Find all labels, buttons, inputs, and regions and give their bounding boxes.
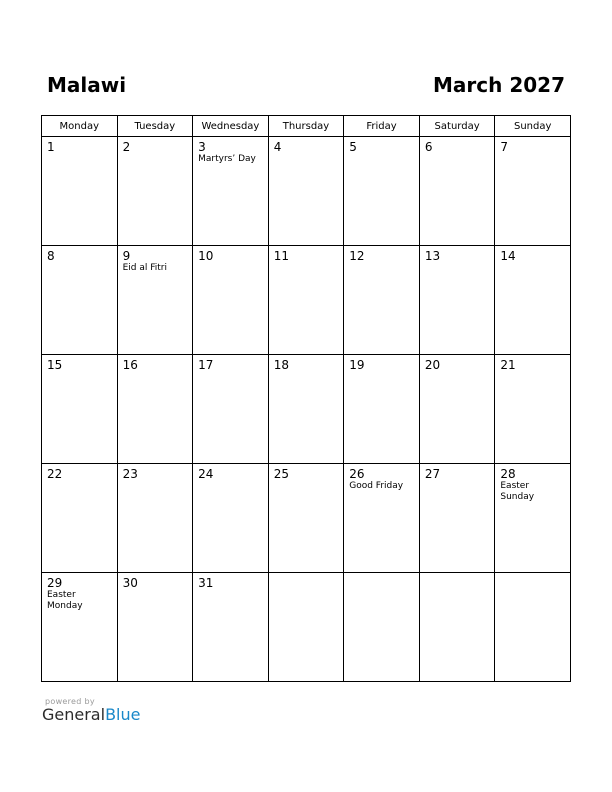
day-number: 5 (349, 140, 357, 154)
day-number: 23 (122, 467, 138, 481)
day-cell (419, 573, 495, 682)
weekday-wednesday: Wednesday (193, 116, 269, 137)
day-number: 1 (47, 140, 55, 154)
weekday-sunday: Sunday (495, 116, 571, 137)
day-number: 16 (122, 358, 138, 372)
country-title: Malawi (47, 73, 127, 97)
day-number: 25 (273, 467, 289, 481)
day-cell (117, 246, 193, 355)
weekday-thursday: Thursday (268, 116, 344, 137)
day-number: 8 (47, 249, 55, 263)
holiday-label: Easter Sunday (500, 481, 535, 502)
day-cell (117, 573, 193, 682)
day-cell (268, 464, 344, 573)
brand-blue: Blue (105, 705, 141, 724)
week-row (42, 355, 571, 464)
day-number: 17 (198, 358, 214, 372)
day-cell (193, 355, 269, 464)
day-cell (344, 573, 420, 682)
day-number: 30 (122, 576, 138, 590)
week-row (42, 137, 571, 246)
day-number: 7 (500, 140, 509, 154)
day-number: 21 (500, 358, 516, 372)
day-number: 12 (349, 249, 365, 263)
day-cell (495, 137, 571, 246)
day-cell (117, 464, 193, 573)
day-cell (268, 573, 344, 682)
week-row (42, 573, 571, 682)
brand-general: General (42, 705, 106, 724)
day-cell (419, 464, 495, 573)
generalblue-logo[interactable] (42, 706, 140, 724)
day-cell (344, 246, 420, 355)
powered-by-text: powered by (45, 697, 95, 706)
day-cell (42, 246, 118, 355)
day-cell (344, 355, 420, 464)
day-number: 28 (500, 467, 516, 481)
day-number: 22 (47, 467, 63, 481)
day-cell (193, 464, 269, 573)
holiday-label: Easter Monday (47, 590, 83, 611)
calendar-header (47, 72, 565, 98)
day-cell (193, 137, 269, 246)
day-cell (495, 464, 571, 573)
day-number: 29 (47, 576, 63, 590)
holiday-label: Eid al Fitri (122, 263, 167, 273)
holiday-label: Good Friday (349, 481, 404, 491)
weekday-header-row (42, 116, 571, 137)
day-number: 31 (198, 576, 214, 590)
weekday-saturday: Saturday (419, 116, 495, 137)
day-number: 10 (198, 249, 214, 263)
day-cell (117, 355, 193, 464)
day-cell (344, 464, 420, 573)
day-number: 11 (273, 249, 289, 263)
day-number: 2 (122, 140, 131, 154)
weekday-tuesday: Tuesday (117, 116, 193, 137)
day-cell (42, 137, 118, 246)
day-cell (268, 137, 344, 246)
day-number: 13 (424, 249, 441, 263)
day-number: 9 (122, 249, 131, 263)
day-number: 4 (273, 140, 282, 154)
day-cell (495, 355, 571, 464)
day-cell (495, 573, 571, 682)
day-number: 15 (47, 358, 63, 372)
day-number: 27 (424, 467, 441, 481)
week-row (42, 246, 571, 355)
day-cell (268, 246, 344, 355)
day-number: 19 (349, 358, 365, 372)
day-number: 6 (424, 140, 433, 154)
day-cell (193, 246, 269, 355)
day-number: 14 (500, 249, 516, 263)
day-number: 26 (349, 467, 365, 481)
day-cell (419, 246, 495, 355)
day-cell (42, 464, 118, 573)
weekday-monday: Monday (42, 116, 118, 137)
day-number: 3 (198, 140, 206, 154)
day-cell (42, 573, 118, 682)
day-cell (193, 573, 269, 682)
calendar-grid (41, 115, 571, 682)
footer-branding (42, 697, 140, 724)
day-cell (495, 246, 571, 355)
holiday-label: Martyrs’ Day (198, 154, 256, 164)
day-cell (419, 137, 495, 246)
day-cell (419, 355, 495, 464)
day-number: 24 (198, 467, 214, 481)
weekday-friday: Friday (344, 116, 420, 137)
day-cell (344, 137, 420, 246)
week-row (42, 464, 571, 573)
day-number: 18 (273, 358, 289, 372)
day-number: 20 (424, 358, 441, 372)
day-cell (117, 137, 193, 246)
day-cell (268, 355, 344, 464)
day-cell (42, 355, 118, 464)
month-year-title: March 2027 (433, 73, 565, 97)
